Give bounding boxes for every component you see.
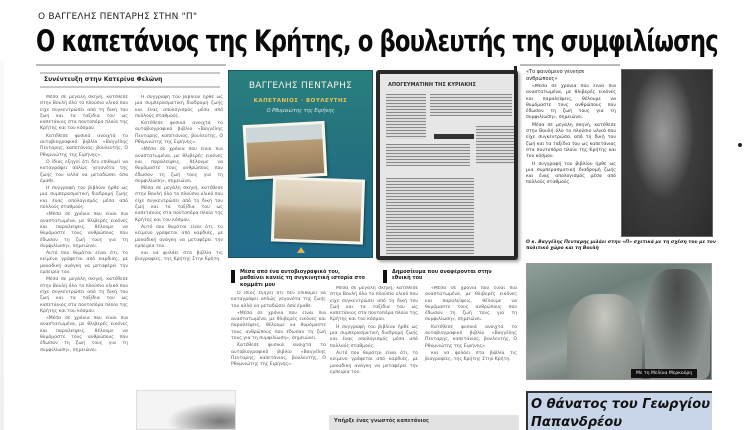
sidebar-column <box>526 84 616 236</box>
paragraph: «Μέσα σε χρόνια που είναι πια αναστατωμένα, με θλιβερές εικόνες και παραλείψεις, θέλουμε να θυμόμαστε τους ανθρώπους που έδωσαν τη ζωή τους για τη συμφιλίωση», σημειώνει. <box>40 212 128 249</box>
clipping-text <box>386 144 470 166</box>
paragraph: Κατέθεσε φυσικά ανοιχτά το αυτοβιογραφικό βιβλίο «Βαγγέλης Πενταρης, καπετάνιος, βουλευτής, Ο Ρθυμνιώτης της Ειρήνης». <box>231 343 326 368</box>
ship-photo <box>271 176 365 244</box>
paragraph: «Μέσα σε χρόνια που είναι πια αναστατωμένα, με θλιβερές εικόνες και παραλείψεις, θέλουμε να θυμόμαστε τους ανθρώπους που έδωσαν τη ζωή τους για τη συμφιλίωση», σημειώνει. <box>526 84 616 121</box>
article-kicker: Ο ΒΑΓΓΕΛΗΣ ΠΕΝΤΑΡΗΣ ΣΤΗΝ "Π" <box>38 12 198 22</box>
subheading-label: Υπήρξε ένας γνωστός καπετάνιος <box>334 418 430 424</box>
paragraph: και να φυλάει στα βιβλία τις βιογραφίες, της Κρήτης Στην Κρήτη. <box>425 350 517 363</box>
portrait-caption: Ο κ. Βαγγέλης Πενταρης μιλάει στην «Π» σχετικά με τη σχέση του με τον πολιτικό χώρο και τη Βουλή <box>526 240 716 251</box>
newspaper-clipping <box>376 70 518 260</box>
book-cover <box>228 70 373 258</box>
figure-man <box>645 269 710 379</box>
divider <box>36 64 226 66</box>
paragraph: Η συγγραφή του βιβλίου ήρθε ως μια συμπερασματική διαδρομή ζωής και ένας απολογισμός μέσα από πολλούς σταθμούς. <box>526 161 616 186</box>
body-column-4 <box>330 286 418 414</box>
body-column-5 <box>425 286 517 414</box>
book-author: ΒΑΓΓΕΛΗΣ ΠΕΝΤΑΡΗΣ <box>248 81 353 91</box>
quote-heading: «Το φαινόμενο γέννησε ανθρώπους» <box>526 69 585 82</box>
publisher-logo-icon <box>297 247 305 253</box>
clipping-frame-edge <box>514 66 517 256</box>
book-caption: Μέσα από ένα αυτοβιογραφικό του, μαθαίνει κανείς τη συγκινητική ιστορία στο κομμάτι μου <box>240 269 365 288</box>
body-column-1 <box>40 95 128 430</box>
paragraph: και να φυλάει στα βιβλία τις βιογραφίες, της Κρήτης Στην Κρήτη. <box>135 251 223 263</box>
clipping-text <box>386 178 474 254</box>
divider <box>520 64 620 66</box>
paragraph: «Μέσα σε χρόνια που είναι πια αναστατωμένα, με θλιβερές εικόνες και παραλείψεις, θέλουμε να θυμόμαστε τους ανθρώπους που έδωσαν τη ζωή τους για τη συμφιλίωση», σημειώνει. <box>425 286 517 323</box>
clipping-caption: Δημοσίευμα που αναφέρονται στην εθνική του <box>392 269 492 282</box>
paragraph: Μέσα σε μεγάλη σκηνή, κατέθεσε στην Βουλή όλο το πλούσιο υλικό που είχε συγκεντρώσει από τη δική του ζωή και τα ταξίδια του ως καπετάνιος στα ποντοπόρα πλοία της Κρήτης και του κόσμου. <box>40 95 128 132</box>
parliament-photo <box>243 121 328 180</box>
clipping-text <box>476 126 514 164</box>
paragraph: Κατέθεσε φυσικά ανοιχτά το αυτοβιογραφικό βιβλίο «Βαγγέλης Πενταρης, καπετάνιος, βουλευτής, Ο Ρθυμνιώτης της Ειρήνης». <box>135 121 223 146</box>
paragraph: Ο ίδιος εξηγεί ότι δεν επιθυμεί να καταγράψει απλώς γεγονότα της ζωής του αλλά να μεταδώσει όσα έμαθε. <box>231 291 326 309</box>
figure-woman <box>567 294 642 380</box>
caption-marker <box>383 270 387 283</box>
paragraph: Μέσα σε μεγάλη σκηνή, κατέθεσε στην Βουλή όλο το πλούσιο υλικό που είχε συγκεντρώσει από τη δική του ζωή και τα ταξίδια του ως καπετάνιος στα ποντοπόρα πλοία της Κρήτης και του κόσμου. <box>330 286 418 323</box>
paragraph: Μέσα σε μεγάλη σκηνή, κατέθεσε στην Βουλή όλο το πλούσιο υλικό που είχε συγκεντρώσει από τη δική του ζωή και τα ταξίδια του ως καπετάνιος στα ποντοπόρα πλοία της Κρήτης και του κόσμου. <box>135 186 223 223</box>
paragraph: Η συγγραφή του βιβλίου ήρθε ως μια συμπερασματική διαδρομή ζωής και ένας απολογισμός μέσα από πολλούς σταθμούς. <box>135 95 223 119</box>
paragraph: Αυτό που θυμάται είναι ότι, το κείμενο γράφεται από καρδιάς, με μοναδική ανάγκη να μεταφέρει την εμπειρία του. <box>135 224 223 249</box>
sidebar-title: Ο θάνατος του Γεωργίου Παπανδρέου <box>531 397 710 430</box>
paragraph: Αυτό που θυμάται είναι ότι, το κείμενο γράφεται από καρδιάς, με μοναδική ανάγκη να μεταφέρει την εμπειρία του. <box>40 251 128 276</box>
paragraph: Η συγγραφή του βιβλίου ήρθε ως μια συμπερασματική διαδρομή ζωής και ένας απολογισμός μέσα από πολλούς σταθμούς. <box>330 324 418 349</box>
portrait-photo <box>621 69 713 237</box>
clipping-title: ΑΠΟΓΕΥΜΑΤΙΝΗ ΤΗΣ ΚΥΡΙΑΚΗΣ <box>388 82 476 88</box>
photo-label: Με τη Μελίνα Μερκούρη <box>631 369 697 378</box>
paragraph: «Μέσα σε χρόνια που είναι πια αναστατωμένα, με θλιβερές εικόνες και παραλείψεις, θέλουμε να θυμόμαστε τους ανθρώπους που έδωσαν τη ζωή τους για τη συμφιλίωση», σημειώνει. <box>40 316 128 353</box>
book-subtitle: Ο Ρθυμνιώτης της Ειρήνης <box>266 108 335 114</box>
paragraph: Μέσα σε μεγάλη σκηνή, κατέθεσε στην Βουλή όλο το πλούσιο υλικό που είχε συγκεντρώσει από τη δική του ζωή και τα ταξίδια του ως καπετάνιος στα ποντοπόρα πλοία της Κρήτης και του κόσμου. <box>526 122 616 160</box>
paragraph: Κατέθεσε φυσικά ανοιχτά το αυτοβιογραφικό βιβλίο «Βαγγέλης Πενταρης, καπετάνιος, βουλευτής, Ο Ρθυμνιώτης της Ειρήνης». <box>425 324 517 349</box>
article-headline: Ο καπετάνιος της Κρήτης, ο βουλευτής της συμφιλίωσης <box>36 24 718 58</box>
paragraph: Η συγγραφή του βιβλίου ήρθε ως μια συμπερασματική διαδρομή ζωής και ένας απολογισμός μέσα από πολλούς σταθμούς. <box>40 186 128 211</box>
clipping-text <box>386 94 426 139</box>
parliament-photo-melina <box>526 263 712 380</box>
page-left-edge <box>0 60 4 430</box>
paragraph: «Μέσα σε χρόνια που είναι πια αναστατωμένα, με θλιβερές εικόνες και παραλείψεις, θέλουμε να θυμόμαστε τους ανθρώπους που έδωσαν τη ζωή τους για τη συμφιλίωση», σημειώνει. <box>135 147 223 184</box>
paragraph: Ο ίδιος εξηγεί ότι δεν επιθυμεί να καταγράψει απλώς γεγονότα της ζωής του αλλά να μεταδώσει όσα έμαθε. <box>40 159 128 184</box>
body-column-3 <box>231 291 326 386</box>
clipping-text <box>430 94 512 116</box>
paragraph: Κατέθεσε φυσικά ανοιχτά το αυτοβιογραφικό βιβλίο «Βαγγέλης Πενταρης, καπετάνιος, βουλευτής, Ο Ρθυμνιώτης της Ειρήνης». <box>40 133 128 158</box>
clipping-bar <box>434 134 474 139</box>
paragraph: «Μέσα σε χρόνια που είναι πια αναστατωμένα, με θλιβερές εικόνες και παραλείψεις, θέλουμε να θυμόμαστε τους ανθρώπους που έδωσαν τη ζωή τους για τη συμφιλίωση», σημειώνει. <box>231 310 326 342</box>
sketch-portrait <box>136 390 236 430</box>
caption-marker <box>231 270 235 283</box>
byline: Συνέντευξη στην Κατερίνα Φελώνη <box>44 76 163 83</box>
paragraph: Μέσα σε μεγάλη σκηνή, κατέθεσε στην Βουλή όλο το πλούσιο υλικό που είχε συγκεντρώσει από τη δική του ζωή και τα ταξίδια του ως καπετάνιος στα ποντοπόρα πλοία της Κρήτης και του κόσμου. <box>40 277 128 314</box>
body-column-2 <box>135 95 223 388</box>
paragraph: Αυτό που θυμάται είναι ότι, το κείμενο γράφεται από καρδιάς, με μοναδική ανάγκη να μεταφέρει την εμπειρία του. <box>330 350 418 375</box>
book-title: ΚΑΠΕΤΑΝΙΟΣ · ΒΟΥΛΕΥΤΗΣ <box>253 98 348 104</box>
page-marker-icon <box>738 143 742 147</box>
